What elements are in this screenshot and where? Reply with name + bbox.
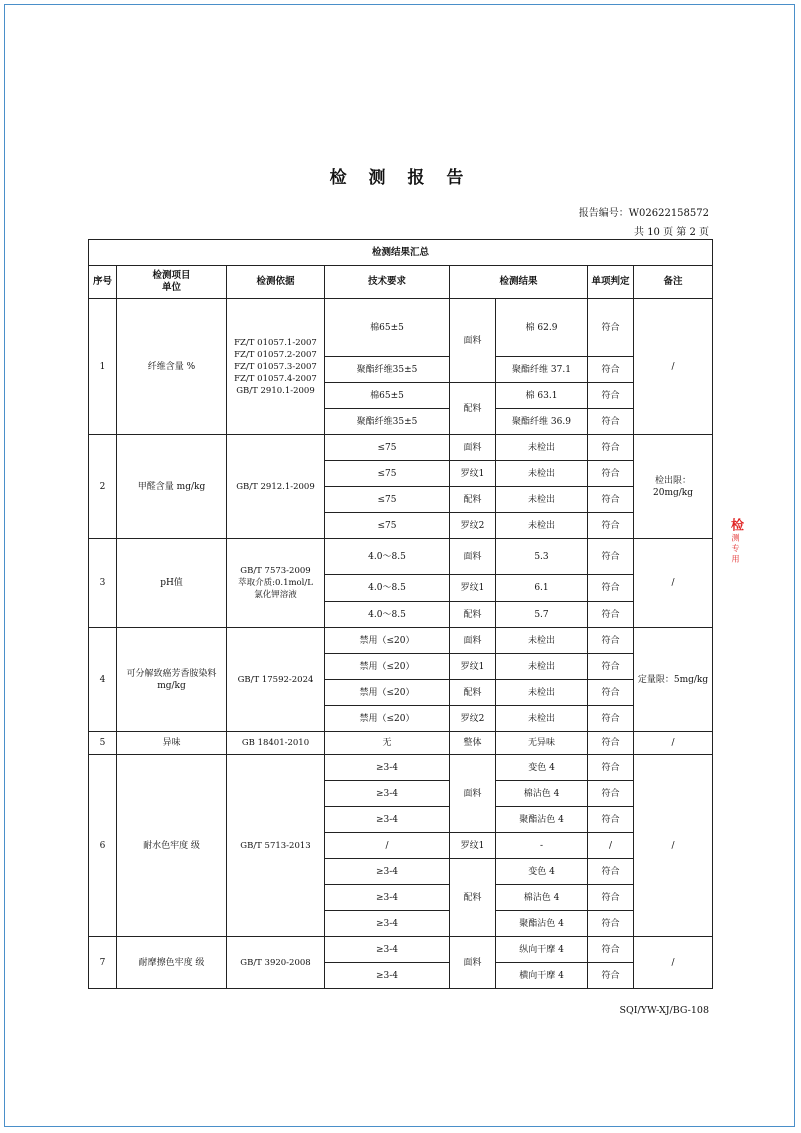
header-item xyxy=(117,266,227,299)
cell-item-line: 纤维含量 % xyxy=(147,361,196,372)
cell-requirement: 4.0～8.5 xyxy=(325,602,450,628)
cell-result: - xyxy=(496,833,588,859)
cell-result: 变色 4 xyxy=(496,755,588,781)
cell-requirement: / xyxy=(325,833,450,859)
cell-item xyxy=(117,732,227,755)
cell-result: 聚酯沾色 4 xyxy=(496,911,588,937)
cell-part: 罗纹1 xyxy=(450,654,496,680)
cell-basis-line: 萃取介质:0.1mol/L xyxy=(238,578,313,588)
cell-result: 棉沾色 4 xyxy=(496,781,588,807)
cell-result: 未检出 xyxy=(496,706,588,732)
cell-result: 5.7 xyxy=(496,602,588,628)
cell-item xyxy=(117,755,227,937)
cell-basis-line: GB/T 3920-2008 xyxy=(240,957,311,968)
cell-part: 配料 xyxy=(450,383,496,435)
cell-result: 未检出 xyxy=(496,628,588,654)
cell-basis xyxy=(227,299,325,435)
cell-verdict: 符合 xyxy=(588,357,634,383)
cell-item-line: mg/kg xyxy=(157,680,186,691)
report-number: 报告编号：W02622158572 xyxy=(578,208,709,219)
cell-remark: / xyxy=(634,937,713,989)
footer-code: SQI/YW-XJ/BG-108 xyxy=(619,1005,709,1016)
cell-verdict: 符合 xyxy=(588,859,634,885)
cell-verdict: 符合 xyxy=(588,781,634,807)
cell-seq: 3 xyxy=(89,539,117,628)
cell-part: 配料 xyxy=(450,487,496,513)
cell-verdict: 符合 xyxy=(588,299,634,357)
cell-remark: 检出限：20mg/kg xyxy=(634,435,713,539)
cell-requirement: 4.0～8.5 xyxy=(325,575,450,602)
cell-part: 整体 xyxy=(450,732,496,755)
cell-result: 未检出 xyxy=(496,487,588,513)
header-item-label: 检测项目 xyxy=(152,270,191,281)
cell-result: 未检出 xyxy=(496,680,588,706)
cell-requirement: 聚酯纤维35±5 xyxy=(325,357,450,383)
cell-item xyxy=(117,628,227,732)
cell-part: 配料 xyxy=(450,859,496,937)
cell-part: 罗纹2 xyxy=(450,706,496,732)
cell-basis-line: GB/T 7573-2009 xyxy=(240,566,311,576)
table-row xyxy=(89,435,713,461)
cell-seq: 5 xyxy=(89,732,117,755)
cell-basis-line: 氯化钾溶液 xyxy=(254,590,297,600)
cell-part: 罗纹1 xyxy=(450,833,496,859)
cell-requirement: ≥3-4 xyxy=(325,911,450,937)
cell-verdict: 符合 xyxy=(588,487,634,513)
cell-result: 变色 4 xyxy=(496,859,588,885)
cell-basis-line: GB/T 5713-2013 xyxy=(240,840,311,851)
cell-result: 未检出 xyxy=(496,513,588,539)
cell-verdict: 符合 xyxy=(588,963,634,989)
cell-result: 无异味 xyxy=(496,732,588,755)
cell-verdict: 符合 xyxy=(588,807,634,833)
results-table xyxy=(88,239,713,989)
cell-basis xyxy=(227,435,325,539)
cell-item-line: 甲醛含量 mg/kg xyxy=(137,481,206,492)
cell-seq: 6 xyxy=(89,755,117,937)
cell-basis-line: GB 18401-2010 xyxy=(241,738,310,748)
cell-requirement: 禁用（≤20） xyxy=(325,680,450,706)
seal-stamp: 检 测 专 用 xyxy=(728,518,743,563)
cell-result: 聚酯纤维 37.1 xyxy=(496,357,588,383)
header-seq: 序号 xyxy=(89,266,117,299)
cell-requirement: ≤75 xyxy=(325,461,450,487)
cell-basis xyxy=(227,937,325,989)
cell-result: 未检出 xyxy=(496,461,588,487)
page-number: 共 10 页 第 2 页 xyxy=(634,227,709,238)
table-row xyxy=(89,628,713,654)
cell-part: 罗纹2 xyxy=(450,513,496,539)
cell-requirement: ≥3-4 xyxy=(325,755,450,781)
cell-basis xyxy=(227,628,325,732)
cell-requirement: ≥3-4 xyxy=(325,885,450,911)
report-title: 检 测 报 告 xyxy=(329,168,472,188)
cell-seq: 1 xyxy=(89,299,117,435)
cell-part: 面料 xyxy=(450,435,496,461)
cell-part: 面料 xyxy=(450,937,496,989)
cell-verdict: 符合 xyxy=(588,732,634,755)
cell-result: 聚酯沾色 4 xyxy=(496,807,588,833)
cell-verdict: 符合 xyxy=(588,539,634,575)
cell-verdict: / xyxy=(588,833,634,859)
cell-requirement: 4.0～8.5 xyxy=(325,539,450,575)
cell-item-line: 异味 xyxy=(162,738,181,748)
cell-basis-line: FZ/T 01057.3-2007 xyxy=(234,361,317,372)
cell-verdict: 符合 xyxy=(588,706,634,732)
cell-result: 聚酯纤维 36.9 xyxy=(496,409,588,435)
cell-requirement: 棉65±5 xyxy=(325,299,450,357)
cell-result: 棉沾色 4 xyxy=(496,885,588,911)
cell-requirement: 无 xyxy=(325,732,450,755)
cell-item xyxy=(117,539,227,628)
results-body xyxy=(89,299,713,989)
cell-basis xyxy=(227,755,325,937)
header-requirement: 技术要求 xyxy=(325,266,450,299)
cell-remark: 定量限：5mg/kg xyxy=(634,628,713,732)
header-verdict: 单项判定 xyxy=(588,266,634,299)
cell-verdict: 符合 xyxy=(588,937,634,963)
cell-part: 罗纹1 xyxy=(450,575,496,602)
cell-verdict: 符合 xyxy=(588,628,634,654)
cell-basis xyxy=(227,539,325,628)
cell-requirement: ≥3-4 xyxy=(325,963,450,989)
cell-verdict: 符合 xyxy=(588,602,634,628)
cell-part: 面料 xyxy=(450,539,496,575)
header-remark: 备注 xyxy=(634,266,713,299)
cell-part: 配料 xyxy=(450,680,496,706)
cell-result: 棉 63.1 xyxy=(496,383,588,409)
cell-verdict: 符合 xyxy=(588,911,634,937)
cell-requirement: ≤75 xyxy=(325,513,450,539)
cell-requirement: ≥3-4 xyxy=(325,937,450,963)
cell-verdict: 符合 xyxy=(588,575,634,602)
cell-requirement: ≥3-4 xyxy=(325,807,450,833)
cell-item xyxy=(117,435,227,539)
cell-verdict: 符合 xyxy=(588,383,634,409)
cell-verdict: 符合 xyxy=(588,885,634,911)
cell-basis-line: GB/T 2910.1-2009 xyxy=(236,385,315,396)
cell-result: 未检出 xyxy=(496,435,588,461)
table-row xyxy=(89,299,713,357)
cell-part: 面料 xyxy=(450,755,496,833)
cell-verdict: 符合 xyxy=(588,461,634,487)
cell-item-line: 可分解致癌芳香胺染料 xyxy=(126,668,217,679)
table-row xyxy=(89,755,713,781)
cell-verdict: 符合 xyxy=(588,654,634,680)
cell-part: 面料 xyxy=(450,299,496,383)
cell-part: 配料 xyxy=(450,602,496,628)
cell-basis-line: GB/T 2912.1-2009 xyxy=(236,481,315,492)
cell-basis-line: FZ/T 01057.4-2007 xyxy=(234,373,317,384)
cell-remark: / xyxy=(634,299,713,435)
table-caption: 检测结果汇总 xyxy=(89,240,713,266)
cell-part: 罗纹1 xyxy=(450,461,496,487)
cell-seq: 2 xyxy=(89,435,117,539)
cell-result: 未检出 xyxy=(496,654,588,680)
header-basis: 检测依据 xyxy=(227,266,325,299)
cell-seq: 7 xyxy=(89,937,117,989)
table-row xyxy=(89,732,713,755)
cell-requirement: ≥3-4 xyxy=(325,781,450,807)
cell-seq: 4 xyxy=(89,628,117,732)
cell-result: 横向干摩 4 xyxy=(496,963,588,989)
cell-requirement: 聚酯纤维35±5 xyxy=(325,409,450,435)
cell-requirement: 棉65±5 xyxy=(325,383,450,409)
cell-basis-line: FZ/T 01057.2-2007 xyxy=(234,349,317,360)
cell-item xyxy=(117,299,227,435)
header-unit-label: 单位 xyxy=(161,282,181,293)
cell-requirement: 禁用（≤20） xyxy=(325,706,450,732)
cell-remark: / xyxy=(634,755,713,937)
cell-result: 纵向干摩 4 xyxy=(496,937,588,963)
table-row xyxy=(89,937,713,963)
cell-item-line: 耐摩擦色牢度 级 xyxy=(138,957,205,968)
cell-result: 棉 62.9 xyxy=(496,299,588,357)
cell-verdict: 符合 xyxy=(588,680,634,706)
cell-verdict: 符合 xyxy=(588,435,634,461)
cell-result: 6.1 xyxy=(496,575,588,602)
table-row xyxy=(89,539,713,575)
cell-remark: / xyxy=(634,732,713,755)
cell-requirement: 禁用（≤20） xyxy=(325,654,450,680)
cell-item-line: pH值 xyxy=(160,578,183,588)
cell-verdict: 符合 xyxy=(588,513,634,539)
cell-basis xyxy=(227,732,325,755)
cell-item-line: 耐水色牢度 级 xyxy=(143,840,200,851)
cell-part: 面料 xyxy=(450,628,496,654)
cell-requirement: ≥3-4 xyxy=(325,859,450,885)
cell-remark: / xyxy=(634,539,713,628)
header-result: 检测结果 xyxy=(450,266,588,299)
cell-item xyxy=(117,937,227,989)
cell-basis-line: GB/T 17592-2024 xyxy=(237,674,314,685)
cell-basis-line: FZ/T 01057.1-2007 xyxy=(234,337,317,348)
cell-verdict: 符合 xyxy=(588,409,634,435)
cell-verdict: 符合 xyxy=(588,755,634,781)
cell-requirement: ≤75 xyxy=(325,435,450,461)
cell-requirement: 禁用（≤20） xyxy=(325,628,450,654)
cell-requirement: ≤75 xyxy=(325,487,450,513)
cell-result: 5.3 xyxy=(496,539,588,575)
